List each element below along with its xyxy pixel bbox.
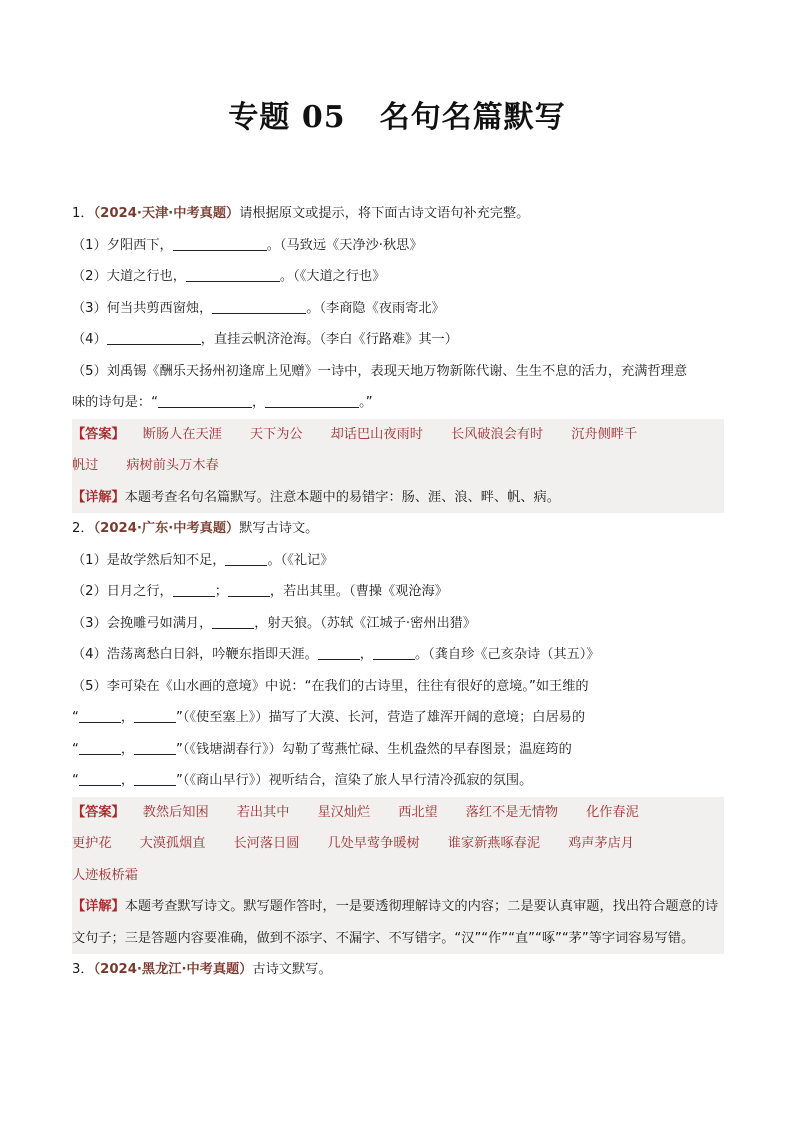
question-2-answer-box xyxy=(72,797,724,955)
blank[interactable] xyxy=(158,391,252,408)
answer-row xyxy=(72,797,724,829)
question-1-item-2: （2）大道之行也， 。（《大道之行也》 xyxy=(72,261,724,293)
blank[interactable] xyxy=(134,769,176,786)
question-2-item-1: （1）是故学然后知不足， 。（《礼记》 xyxy=(72,545,724,577)
blank[interactable] xyxy=(134,706,176,723)
detail-text: 本题考查名句名篇默写。注意本题中的易错字：肠、涯、浪、畔、帆、病。 xyxy=(124,489,560,505)
blank[interactable] xyxy=(79,706,121,723)
title-prefix: 专题 05 xyxy=(228,100,346,135)
answer-row xyxy=(72,450,724,482)
question-2-item-5-line-4: “ ， ”（《商山早行》）视听结合，渲染了旅人早行清冷孤寂的氛围。 xyxy=(72,765,724,797)
answer-item: 却话巴山夜雨时 xyxy=(330,426,423,442)
answer-item: 几处早莺争暖树 xyxy=(327,836,420,851)
question-1-item-1: （1）夕阳西下， 。（马致远《天净沙·秋思》 xyxy=(72,230,724,262)
blank[interactable] xyxy=(212,297,306,314)
answer-item: 若出其中 xyxy=(236,804,290,820)
question-3-source: （2024·黑龙江·中考真题） xyxy=(93,962,253,977)
answer-item: 人迹板桥霜 xyxy=(72,867,138,883)
blank[interactable] xyxy=(79,738,121,755)
answer-item: 断肠人在天涯 xyxy=(142,426,222,442)
answer-item: 大漠孤烟直 xyxy=(139,836,206,851)
answer-item: 教然后知困 xyxy=(142,804,209,820)
blank[interactable] xyxy=(265,391,359,408)
blank[interactable] xyxy=(373,643,415,660)
blank[interactable] xyxy=(318,643,360,660)
answer-item: 落红不是无情物 xyxy=(465,804,559,820)
detail-row xyxy=(72,891,724,954)
question-3-stem: 3．（2024·黑龙江·中考真题）古诗文默写。 xyxy=(72,962,332,977)
question-1-item-4: （4） ，直挂云帆济沧海。（李白《行路难》其一） xyxy=(72,324,724,356)
blank[interactable] xyxy=(228,580,270,597)
question-1-item-5: （5）刘禹锡《酬乐天扬州初逢席上见赠》一诗中，表现天地万物新陈代谢、生生不息的活力，充满哲理意 xyxy=(72,363,688,379)
question-1-item-5-cont: 味的诗句是：“ ， 。” xyxy=(72,387,724,419)
detail-text: 本题考查默写诗文。默写题作答时，一是要透彻理解诗文的内容；二是要认真审题，找出符合题意的诗文句子；三是答题内容要准确，做到不添字、不漏字、不写错字。“汉”“作”“直”“啄”“茅”等字词容易写错。 xyxy=(72,899,719,946)
answer-item: 更护花 xyxy=(72,836,112,851)
answer-row xyxy=(72,860,724,892)
question-2-item-5-line-3: “ ， ”（《钱塘湖春行》）勾勒了莺燕忙碌、生机盎然的早春图景；温庭筠的 xyxy=(72,734,724,766)
question-1-item-3: （3）何当共剪西窗烛， 。（李商隐《夜雨寄北》 xyxy=(72,293,724,325)
blank[interactable] xyxy=(79,769,121,786)
blank[interactable] xyxy=(173,234,267,251)
title-main: 名句名篇默写 xyxy=(379,100,566,135)
question-2-item-2: （2）日月之行， ； ，若出其里。（曹操《观沧海》 xyxy=(72,576,724,608)
answer-item: 谁家新燕啄春泥 xyxy=(447,836,541,851)
answer-item: 病树前头万木春 xyxy=(126,458,219,473)
blank[interactable] xyxy=(212,612,254,629)
answer-row xyxy=(72,828,724,860)
detail-label: 【详解】 xyxy=(72,899,125,914)
detail-label: 【详解】 xyxy=(72,489,125,505)
question-2-item-5-line-2: “ ， ”（《使至塞上》）描写了大漠、长河，营造了雄浑开阔的意境；白居易的 xyxy=(72,702,724,734)
answer-item: 星汉灿烂 xyxy=(317,804,371,820)
answer-item: 鸡声茅店月 xyxy=(568,836,634,851)
question-2-source: （2024·广东·中考真题） xyxy=(93,521,240,536)
page-title xyxy=(0,92,794,136)
question-2-item-3: （3）会挽雕弓如满月， ，射天狼。（苏轼《江城子·密州出猎》 xyxy=(72,608,724,640)
question-2-item-4: （4）浩荡离愁白日斜，吟鞭东指即天涯。 ， 。（龚自珍《己亥杂诗（其五）》 xyxy=(72,639,724,671)
answer-item: 西北望 xyxy=(398,804,438,820)
blank[interactable] xyxy=(107,328,201,345)
question-1-source: （2024·天津·中考真题） xyxy=(93,206,240,221)
answer-row xyxy=(72,419,724,451)
answer-label: 【答案】 xyxy=(72,804,125,820)
answer-item: 化作春泥 xyxy=(586,804,639,820)
answer-item: 沉舟侧畔千 xyxy=(571,426,638,442)
blank[interactable] xyxy=(173,580,215,597)
blank[interactable] xyxy=(134,738,176,755)
answer-item: 帆过 xyxy=(72,458,99,473)
question-1-answer-box xyxy=(72,419,724,514)
question-1-stem: 1．（2024·天津·中考真题）请根据原文或提示，将下面古诗文语句补充完整。 xyxy=(72,206,530,221)
answer-item: 长风破浪会有时 xyxy=(450,426,544,442)
answer-label: 【答案】 xyxy=(72,426,125,442)
question-2-item-5: （5）李可染在《山水画的意境》中说：“在我们的古诗里，往往有很好的意境。”如王维的 xyxy=(72,678,589,694)
answer-item: 长河落日圆 xyxy=(233,836,300,851)
document-body xyxy=(72,198,724,986)
detail-row xyxy=(72,482,724,514)
question-2-stem: 2．（2024·广东·中考真题）默写古诗文。 xyxy=(72,521,319,536)
answer-item: 天下为公 xyxy=(249,426,303,442)
blank[interactable] xyxy=(186,265,280,282)
blank[interactable] xyxy=(225,549,267,566)
